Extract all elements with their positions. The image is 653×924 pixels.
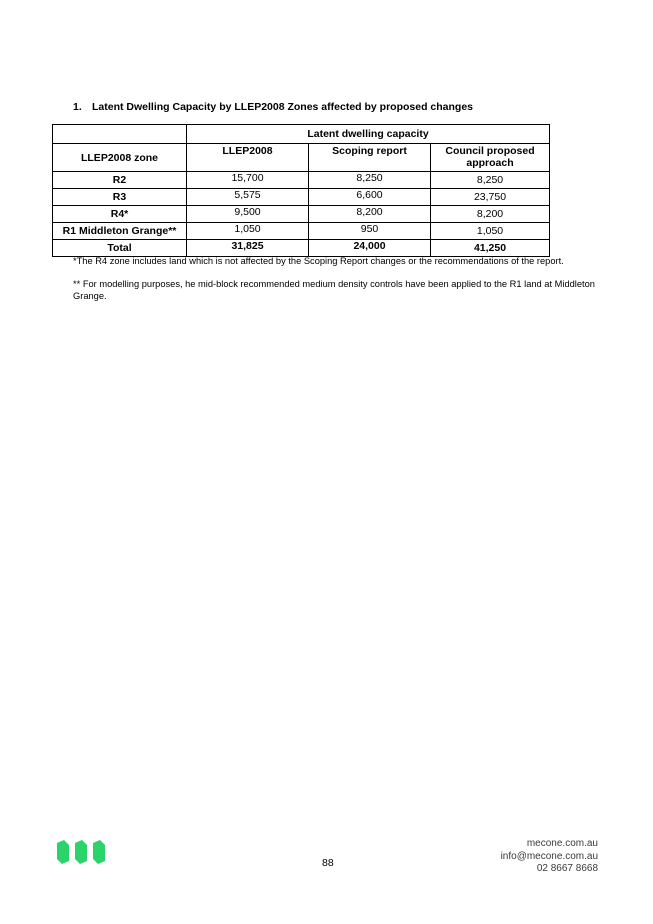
footnote-r4: *The R4 zone includes land which is not affected by the Scoping Report changes or the recommendations of the report. — [73, 256, 564, 266]
value-cell: 9,500 — [187, 206, 309, 223]
table-row — [53, 189, 550, 206]
section-number: 1. — [73, 101, 82, 113]
table-row — [53, 206, 550, 223]
phone-number: 02 8667 8668 — [536, 863, 598, 874]
mecone-logo-icon — [54, 837, 110, 867]
total-row — [53, 240, 550, 257]
zone-cell: R4* — [53, 206, 187, 223]
total-value-cell: 24,000 — [309, 240, 431, 257]
zone-cell: R2 — [53, 172, 187, 189]
value-cell: 8,250 — [431, 172, 550, 189]
zone-cell: R3 — [53, 189, 187, 206]
super-header: Latent dwelling capacity — [187, 125, 550, 144]
contact-block — [501, 838, 598, 876]
column-header-scoping-report: Scoping report — [309, 144, 431, 172]
page-number: 88 — [322, 857, 334, 869]
website-link[interactable]: mecone.com.au — [526, 838, 598, 849]
value-cell: 1,050 — [431, 223, 550, 240]
logo-stripe-1 — [57, 840, 69, 864]
value-cell: 1,050 — [187, 223, 309, 240]
zone-column-header: LLEP2008 zone — [53, 144, 187, 172]
logo-stripe-2 — [75, 840, 87, 864]
zone-cell: Total — [53, 240, 187, 257]
total-value-cell: 41,250 — [431, 240, 550, 257]
column-header-llep2008: LLEP2008 — [187, 144, 309, 172]
footnote-r1: ** For modelling purposes, he mid-block recommended medium density controls have been applied to the R1 land at Middleton Grange. — [73, 279, 595, 301]
column-header-council-proposed: Council proposed approach — [431, 144, 550, 172]
latent-dwelling-capacity-table — [52, 124, 550, 257]
value-cell: 8,200 — [431, 206, 550, 223]
table-row — [53, 223, 550, 240]
value-cell: 6,600 — [309, 189, 431, 206]
value-cell: 8,200 — [309, 206, 431, 223]
value-cell: 23,750 — [431, 189, 550, 206]
zone-cell: R1 Middleton Grange** — [53, 223, 187, 240]
email-link[interactable]: info@mecone.com.au — [500, 850, 598, 862]
value-cell: 5,575 — [187, 189, 309, 206]
table-row — [53, 172, 550, 189]
section-heading — [73, 101, 473, 113]
section-title: Latent Dwelling Capacity by LLEP2008 Zones affected by proposed changes — [92, 101, 474, 113]
value-cell: 8,250 — [309, 172, 431, 189]
value-cell: 950 — [309, 223, 431, 240]
value-cell: 15,700 — [187, 172, 309, 189]
table-corner-cell — [53, 125, 187, 144]
total-value-cell: 31,825 — [187, 240, 309, 257]
logo-stripe-3 — [93, 840, 105, 864]
